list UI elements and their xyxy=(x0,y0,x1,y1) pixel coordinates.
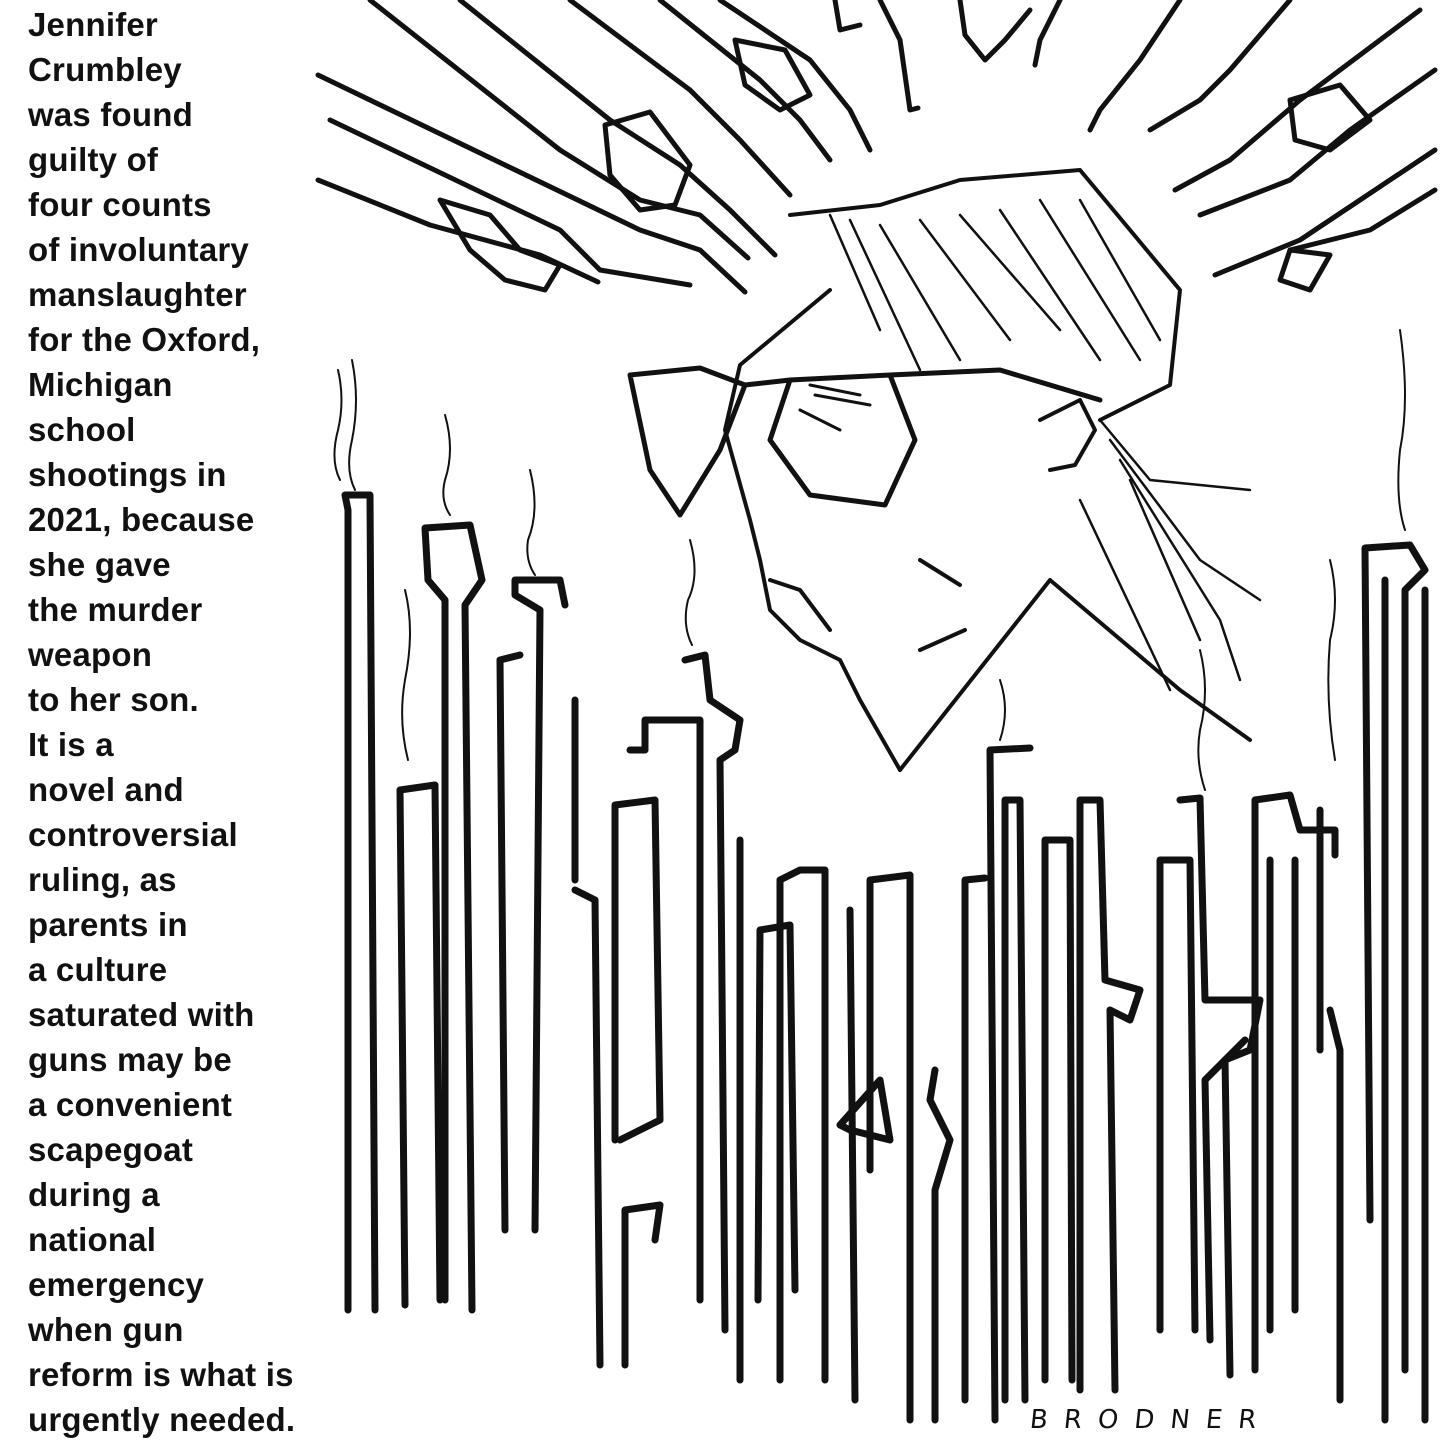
caption-line: It is a xyxy=(28,726,114,763)
rifle-silhouette xyxy=(1045,840,1072,1380)
ponytail xyxy=(1080,420,1260,690)
caption-line: controversial xyxy=(28,816,238,853)
hair-strands xyxy=(830,200,1160,370)
rifle-silhouette xyxy=(1320,810,1340,1400)
rifle-silhouette xyxy=(575,700,600,1365)
caption-line: Michigan xyxy=(28,366,173,403)
rifle-silhouette xyxy=(850,875,910,1420)
caption-line: shootings in xyxy=(28,456,227,493)
accusing-pointing-hands xyxy=(318,0,1435,292)
shoulder-line xyxy=(900,580,1250,770)
caption-line: guilty of xyxy=(28,141,159,178)
rifle-silhouette xyxy=(740,840,795,1380)
artist-signature: BRODNER xyxy=(1028,1405,1274,1435)
rifle-silhouette xyxy=(345,495,375,1310)
pointing-arm xyxy=(835,0,860,30)
rifle-silhouette xyxy=(930,1070,950,1420)
caption-line: Crumbley xyxy=(28,51,182,88)
caption-line: ruling, as xyxy=(28,861,177,898)
caption-line: novel and xyxy=(28,771,184,808)
smoke-wisp xyxy=(686,540,695,645)
rifle-silhouette xyxy=(625,1205,660,1365)
smoke-wisp xyxy=(349,360,356,490)
caption-line: manslaughter xyxy=(28,276,247,313)
smoke-wisp xyxy=(1328,560,1335,760)
caption-line: a culture xyxy=(28,951,168,988)
caption-line: school xyxy=(28,411,136,448)
caption-line: national xyxy=(28,1221,157,1258)
caption-line: four counts xyxy=(28,186,212,223)
rifle-silhouette xyxy=(1365,545,1425,1370)
caption-line: emergency xyxy=(28,1266,205,1303)
caption-line: was found xyxy=(28,96,193,133)
rifle-silhouette xyxy=(1270,860,1295,1330)
rifle-silhouette xyxy=(965,878,985,1400)
rifle-silhouette xyxy=(615,800,660,1140)
caption-line: saturated with xyxy=(28,996,255,1033)
pointing-arm xyxy=(1090,0,1180,130)
caption-line: for the Oxford, xyxy=(28,321,261,358)
caption-line: reform is what is xyxy=(28,1356,294,1393)
smoke-wisp xyxy=(1398,330,1405,530)
smoke-wisp xyxy=(527,470,535,575)
caption-line: Jennifer xyxy=(28,6,158,43)
smoke-wisp xyxy=(1000,680,1005,740)
face-profile xyxy=(725,290,900,770)
glasses-frame xyxy=(630,368,1100,515)
editorial-cartoon-illustration xyxy=(300,0,1440,1440)
caption-line: when gun xyxy=(28,1311,184,1348)
caption-line: weapon xyxy=(28,636,153,673)
pointing-hand xyxy=(1280,250,1330,290)
caption-line: 2021, because xyxy=(28,501,255,538)
rifle-silhouette xyxy=(400,785,440,1305)
caption-line: scapegoat xyxy=(28,1131,194,1168)
rifle-silhouette xyxy=(840,1080,890,1140)
caption-line: she gave xyxy=(28,546,171,583)
caption-line: parents in xyxy=(28,906,188,943)
ear xyxy=(1040,400,1095,470)
smoke-wisp xyxy=(334,370,341,480)
rifle-silhouette xyxy=(1080,800,1140,1390)
pointing-arm xyxy=(880,0,918,110)
caption-line: urgently needed. xyxy=(28,1401,296,1438)
caption-line: a convenient xyxy=(28,1086,233,1123)
pointing-arm xyxy=(1150,0,1290,130)
rifle-silhouette xyxy=(780,870,825,1380)
smoke-wisp xyxy=(402,590,410,760)
hair-outline xyxy=(790,170,1180,420)
rifle-silhouette xyxy=(630,655,740,1330)
caption-line: the murder xyxy=(28,591,203,628)
smoke-wisp xyxy=(443,415,450,515)
caption-line: to her son. xyxy=(28,681,199,718)
caption-line: guns may be xyxy=(28,1041,232,1078)
rifle-silhouette xyxy=(1160,860,1195,1330)
caption-line: of involuntary xyxy=(28,231,249,268)
pointing-arm xyxy=(960,0,1030,60)
pointing-arm xyxy=(1035,0,1060,65)
eye-lashes xyxy=(800,385,870,430)
pointing-hand xyxy=(1290,85,1370,150)
caption-line: during a xyxy=(28,1176,160,1213)
gun-barcode-field xyxy=(345,495,1425,1420)
woman-portrait xyxy=(630,170,1260,770)
rifle-silhouette xyxy=(990,748,1030,1420)
rifle-silhouette xyxy=(500,580,565,1230)
smoke-wisp xyxy=(1198,650,1205,790)
